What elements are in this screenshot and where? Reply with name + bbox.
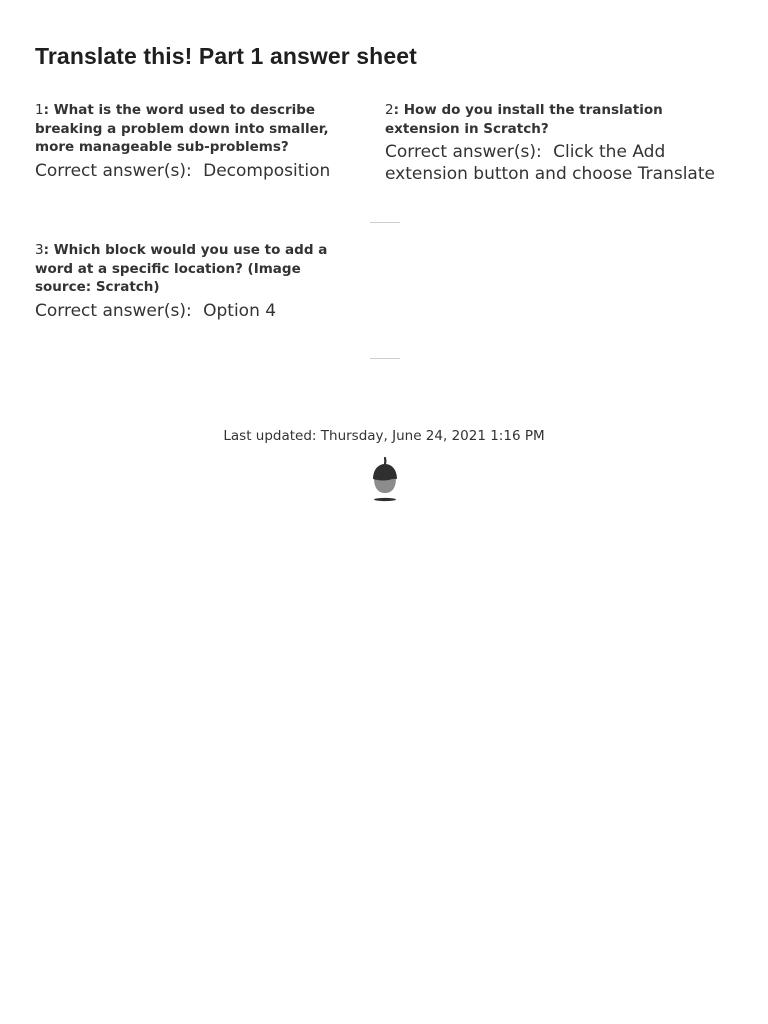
answer: [385, 141, 725, 185]
acorn-icon: [368, 456, 402, 504]
question-number: 1: [35, 102, 44, 118]
question-prompt: Which block would you use to add a word at a specific location? (Image source: Scratch): [35, 242, 328, 295]
question-prompt: What is the word used to describe breaking a problem down into smaller, more manageable sub-problems?: [35, 102, 329, 155]
answer: [35, 160, 360, 182]
last-updated: Last updated: Thursday, June 24, 2021 1:16 PM: [223, 428, 545, 444]
question-number: 2: [385, 102, 394, 118]
question-text: [385, 101, 725, 138]
answer-label: Correct answer(s):: [385, 142, 542, 162]
question-1: [35, 101, 360, 182]
answer-label: Correct answer(s):: [35, 160, 192, 181]
question-text: [35, 241, 360, 297]
question-separator: :: [43, 102, 49, 118]
question-separator: :: [393, 102, 399, 118]
question-text: [35, 101, 360, 157]
question-number: 3: [35, 242, 44, 258]
question-3: [35, 241, 360, 322]
question-prompt: How do you install the translation extension in Scratch?: [385, 102, 663, 137]
section-divider: [370, 358, 400, 359]
section-divider: [370, 222, 400, 223]
question-separator: :: [43, 242, 49, 258]
answer-value: Click the Add extension button and choose Translate: [385, 142, 715, 184]
answer-label: Correct answer(s):: [35, 300, 192, 321]
page-title: Translate this! Part 1 answer sheet: [35, 43, 417, 69]
answer-value: Option 4: [203, 300, 277, 321]
question-2: [385, 101, 725, 185]
answer-value: Decomposition: [203, 160, 331, 181]
answer: [35, 300, 360, 322]
